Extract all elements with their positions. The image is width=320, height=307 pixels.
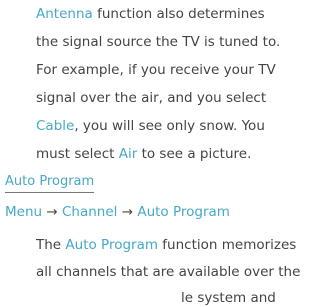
- para1-line5-text: , you will see only snow. You: [74, 118, 265, 134]
- para1-line4: signal over the air, and you select: [36, 90, 267, 106]
- para1-line6-pre: must select: [36, 146, 119, 162]
- cable-term: Cable: [36, 118, 75, 134]
- breadcrumb-auto-program: Auto Program: [137, 204, 230, 220]
- air-term: Air: [118, 146, 138, 162]
- arrow-right-icon: →: [121, 204, 134, 220]
- section-heading: Auto Program: [5, 173, 94, 193]
- antenna-term: Antenna: [36, 6, 93, 22]
- para1-line6: [36, 145, 251, 163]
- para2-line3: le system and: [181, 290, 276, 306]
- breadcrumb-menu: Menu: [5, 204, 43, 220]
- arrow-right-icon: →: [46, 204, 58, 220]
- para1-line3: For example, if you receive your TV: [36, 62, 276, 78]
- para1-line1: [36, 5, 265, 23]
- para1-line2: the signal source the TV is tuned to.: [36, 34, 281, 50]
- breadcrumb: [5, 203, 230, 221]
- para1-line5: [36, 117, 265, 135]
- para2-line1-text: function memorizes: [158, 237, 297, 253]
- auto-program-term: Auto Program: [65, 237, 159, 253]
- para2-line1-pre: The: [36, 237, 66, 253]
- para2-line2: all channels that are available over the: [36, 264, 301, 280]
- para1-line6-text: to see a picture.: [137, 146, 252, 162]
- para1-line1-text: function also determines: [92, 6, 265, 22]
- breadcrumb-channel: Channel: [61, 204, 118, 220]
- para2-line1: [36, 236, 296, 254]
